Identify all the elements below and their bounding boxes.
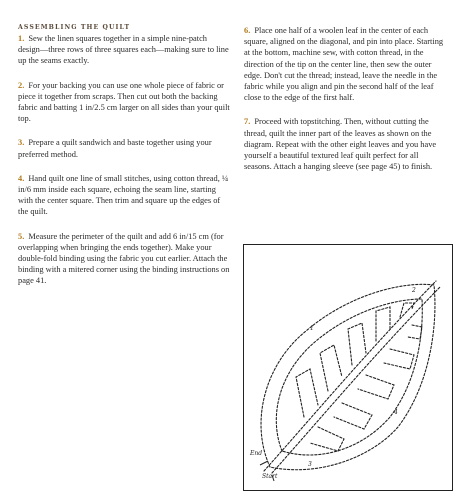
step-marker-3: 3 [308, 461, 312, 468]
left-column [18, 0, 230, 300]
leaf-vein [320, 345, 342, 391]
leaf-vein [400, 303, 414, 317]
leaf-vein [296, 369, 318, 417]
step-text: Place one half of a woolen leaf in the center of each square, aligned on the diagonal, and pin into place. Starting at the bottom, machine sew, with cotton thread, in the direction of the tip on the center line, then sew the outer edge. Don't cut the thread; instead, leave the needle in the fabric while you align and pin the second half of the leaf close to the edge of the first half. [244, 26, 444, 103]
step-5 [18, 231, 230, 287]
leaf-vein [334, 403, 372, 429]
leaf-vein [358, 375, 394, 399]
step-marker-1: 1 [310, 325, 314, 332]
step-number: 2. [18, 80, 25, 90]
leaf-vein [310, 427, 344, 451]
step-number: 6. [244, 26, 251, 35]
leaf-center-vein [264, 281, 436, 471]
leaf-stitch-illustration [244, 245, 452, 490]
step-marker-4: 4 [394, 409, 398, 416]
step-marker-2: 2 [412, 287, 416, 294]
step-3 [18, 137, 230, 159]
step-text: Hand quilt one line of small stitches, using cotton thread, ¼ in/6 mm inside each square, echoing the seam line, starting with the center square. Then trim and square up the edges of the quilt. [18, 173, 229, 217]
leaf-vein [384, 349, 414, 369]
step-4 [18, 173, 230, 218]
start-label: Start [262, 473, 278, 480]
step-text: Prepare a quilt sandwich and baste together using your preferred method. [18, 138, 212, 159]
step-6 [244, 25, 448, 103]
step-7 [244, 116, 448, 172]
right-column [244, 0, 448, 185]
step-number: 5. [18, 231, 25, 241]
end-pointer [260, 461, 268, 465]
leaf-vein [376, 307, 390, 341]
section-heading: ASSEMBLING THE QUILT [18, 24, 131, 31]
leaf-quilting-diagram [243, 244, 453, 491]
end-label: End [250, 450, 263, 457]
step-text: Measure the perimeter of the quilt and add 6 in/15 cm (for overlapping when bringing the ends together). Make your double-fold binding using the fabric you cut earlier. Attach the binding with a mitered corner using the binding instructions on page 41. [18, 231, 230, 286]
step-2 [18, 80, 230, 125]
step-text: For your backing you can use one whole piece of fabric or piece it together from scraps. Then cut out both the backing fabric and batting 1 in/2.5 cm larger on all sides than your quilt top. [18, 80, 230, 124]
step-text: Sew the linen squares together in a simple nine-patch design—three rows of three squares each—making sure to line up the seams exactly. [18, 34, 229, 66]
step-1 [18, 33, 230, 67]
step-number: 1. [18, 34, 25, 43]
leaf-vein [408, 325, 422, 339]
step-number: 3. [18, 138, 25, 148]
step-number: 7. [244, 117, 251, 127]
step-number: 4. [18, 173, 25, 183]
step-text: Proceed with topstitching. Then, without cutting the thread, quilt the inner part of the leaves as shown on the diagram. Repeat with the other eight leaves and you have yourself a beautiful textured leaf quilt perfect for all seasons. Attach a hanging sleeve (see page 45) to finish. [244, 117, 437, 172]
leaf-center-vein-inner [272, 287, 440, 473]
